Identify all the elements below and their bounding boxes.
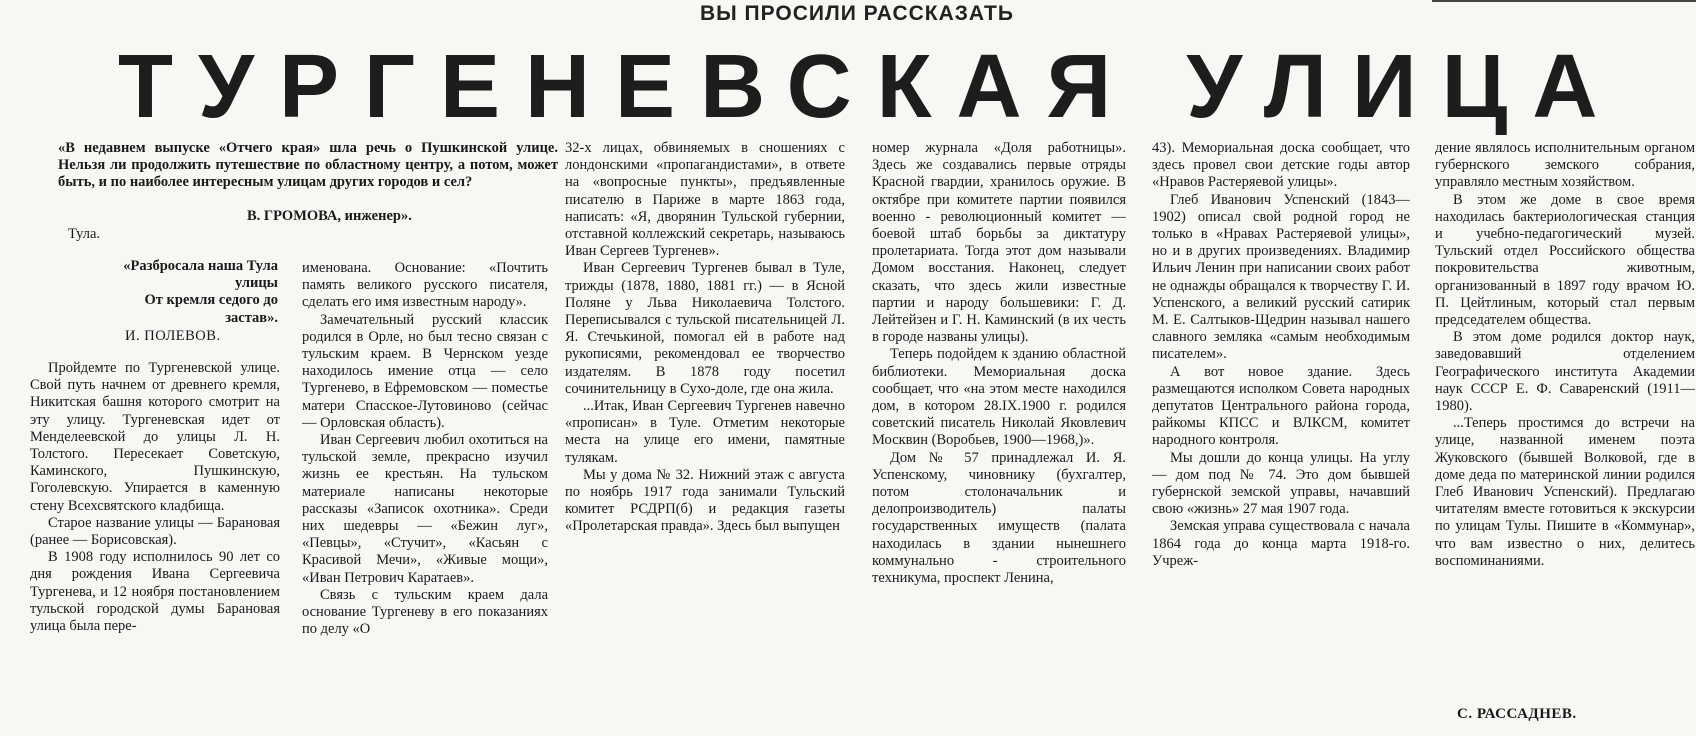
epigraph-line: улицы <box>234 275 278 292</box>
epigraph-line: застав». <box>225 309 278 326</box>
article-signature: С. РАССАДНЕВ. <box>1457 706 1577 722</box>
epigraph-author: И. ПОЛЕВОВ. <box>125 328 221 344</box>
paragraph: Связь с тульским краем дала основание Тургеневу в его показаниях по делу «О <box>302 586 548 638</box>
paragraph: А вот новое здание. Здесь размещаются исполком Совета народных депутатов Центрального района города, райкомы КПСС и ВЛКСМ, комитет народного контроля. <box>1152 363 1410 449</box>
reader-letter: «В недавнем выпуске «Отчего края» шла речь о Пушкинской улице. Нельзя ли продолжить путешествие по областному центру, а потом, может быть, и по наиболее интересным улицам других городов и сел? <box>58 140 558 191</box>
paragraph: Мы у дома № 32. Нижний этаж с августа по ноябрь 1917 года занимали Тульский комитет РСДРП(б) и редакция газеты «Пролетарская правда». Здесь был выпущен <box>565 466 845 535</box>
epigraph-line: От кремля седого до <box>144 292 278 309</box>
epigraph-line: «Разбросала наша Тула <box>123 258 278 274</box>
paragraph: Теперь подойдем к зданию областной библиотеки. Мемориальная доска сообщает, что «на этом месте находился дом, в котором 28.IX.1900 г. родился советский писатель Николай Яковлевич Москвин (Воробьев, 1900—1968,)». <box>872 346 1126 449</box>
letter-author: В. ГРОМОВА, инженер». <box>247 208 412 224</box>
paragraph: В этом доме родился доктор наук, заведовавший отделением Географического института Академии наук СССР Е. Ф. Саваренский (1911—1980). <box>1435 329 1695 415</box>
column-6 <box>1435 140 1695 706</box>
paragraph: Замечательный русский классик родился в Орле, но был тесно связан с тульским краем. В Чернском уезде находилось имение отца — село Тургенево, в Ефремовском — поместье матери Спасское-Лутовиново (сейчас — Орловская область). <box>302 311 548 431</box>
column-2 <box>302 260 548 736</box>
top-rule <box>1432 0 1696 2</box>
paragraph: ...Итак, Иван Сергеевич Тургенев навечно «прописан» в Туле. Отметим некоторые места на улице его имени, памятные тулякам. <box>565 398 845 466</box>
letter-city: Тула. <box>68 226 101 242</box>
column-1 <box>30 360 280 736</box>
paragraph: номер журнала «Доля работницы». Здесь же создавались первые отряды Красной гвардии, хранилось оружие. В октябре при комитете партии появился военно - революционный комитет — боевой штаб борьбы за диктатуру пролетариата. Тогда этот дом называли Домом восстания. Наконец, следует сказать, что здесь жили известные партии и народу большевики: Г. Д. Лейтейзен и Г. Н. Каминский (в их честь в городе названы улицы). <box>872 140 1126 346</box>
paragraph: Земская управа существовала с начала 1864 года до конца марта 1918-го. Учреж- <box>1152 518 1410 569</box>
column-4 <box>872 140 1126 736</box>
paragraph: Глеб Иванович Успенский (1843—1902) описал свой родной город не только в «Нравах Растеряевой улицы», но и в других произведениях. Владимир Ильич Ленин при написании своих работ не однажды обращался к творчеству Г. И. Успенского, а великий русский сатирик М. Е. Салтыков-Щедрин называл нашего славного земляка «самым необходимым писателем». <box>1152 191 1410 363</box>
paragraph: В этом же доме в свое время находилась бактериологическая станция и учебно-педагогический музей. Тульский отдел Российского общества покровительства животным, организованный в 1897 году врачом Ю. П. Цейтлиным, который стал первым председателем общества. <box>1435 191 1695 329</box>
paragraph: В 1908 году исполнилось 90 лет со дня рождения Ивана Сергеевича Тургенева, и 12 ноября постановлением тульской городской думы Барановая улица была пере- <box>30 549 280 635</box>
paragraph: Дом № 57 принадлежал И. Я. Успенскому, чиновнику (бухгалтер, потом столоначальник и делопроизводитель) палаты государственных имуществ (палата находилась в здании нынешнего коммунально - строительного техникума, проспект Ленина, <box>872 449 1126 587</box>
paragraph: 32-х лицах, обвиняемых в сношениях с лондонскими «пропагандистами», в ответе на «вопросные пункты», предъявленные писателю в Париже в марте 1863 года, написать: «Я, дворянин Тульской губернии, отставной коллежский секретарь, называюсь Иван Сергеев Тургенев». <box>565 140 845 260</box>
paragraph: Пройдемте по Тургеневской улице. Свой путь начнем от древнего кремля, Никитская башня которого смотрит на эту улицу. Тургеневская идет от Менделеевской до улицы Л. Н. Толстого. Пересекает Советскую, Каминского, Пушкинскую, Гоголевскую. Упирается в каменную стену Всехсвятского кладбища. <box>30 360 280 514</box>
column-3 <box>565 140 845 736</box>
section-rubric: ВЫ ПРОСИЛИ РАССКАЗАТЬ <box>700 2 1014 25</box>
paragraph: Иван Сергеевич любил охотиться на тульской земле, прекрасно изучил жизнь ее крестьян. На тульском материале написаны некоторые рассказы «Записок охотника». Среди них шедевры — «Бежин луг», «Певцы», «Стучит», «Касьян с Красивой Мечи», «Живые мощи», «Иван Петрович Каратаев». <box>302 432 548 586</box>
paragraph: Старое название улицы — Барановая (ранее — Борисовская). <box>30 514 280 549</box>
column-5 <box>1152 140 1410 736</box>
paragraph: ...Теперь простимся до встречи на улице, названной именем поэта Жуковского (бывшей Волковой, где в доме деда по материнской линии родился Глеб Иванович Успенский). Предлагаю читателям вместе готовиться к экскурсии по улицам Тулы. Пишите в «Коммунар», что вам известно о них, делитесь воспоминаниями. <box>1435 415 1695 569</box>
paragraph: именована. Основание: «Почтить память великого русского писателя, сделать его имя известным народу». <box>302 260 548 311</box>
paragraph: Мы дошли до конца улицы. На углу — дом под № 74. Это дом бывшей губернской земской управы, начавший свою «жизнь» 27 мая 1907 года. <box>1152 449 1410 518</box>
article-headline: ТУРГЕНЕВСКАЯ УЛИЦА <box>118 37 1623 137</box>
paragraph: дение являлось исполнительным органом губернского земского собрания, управляло местным хозяйством. <box>1435 140 1695 191</box>
paragraph: 43). Мемориальная доска сообщает, что здесь провел свои детские годы автор «Нравов Растеряевой улицы». <box>1152 140 1410 191</box>
paragraph: Иван Сергеевич Тургенев бывал в Туле, трижды (1878, 1880, 1881 гг.) — в Ясной Поляне у Льва Николаевича Толстого. Переписывался с тульской писательницей Л. Я. Стечькиной, помогал ей в работе над рукописями, рекомендовал ее творчество издателям. В 1878 году посетил сочинительницу в Сухо-доле, где она жила. <box>565 260 845 397</box>
epigraph <box>60 258 278 327</box>
